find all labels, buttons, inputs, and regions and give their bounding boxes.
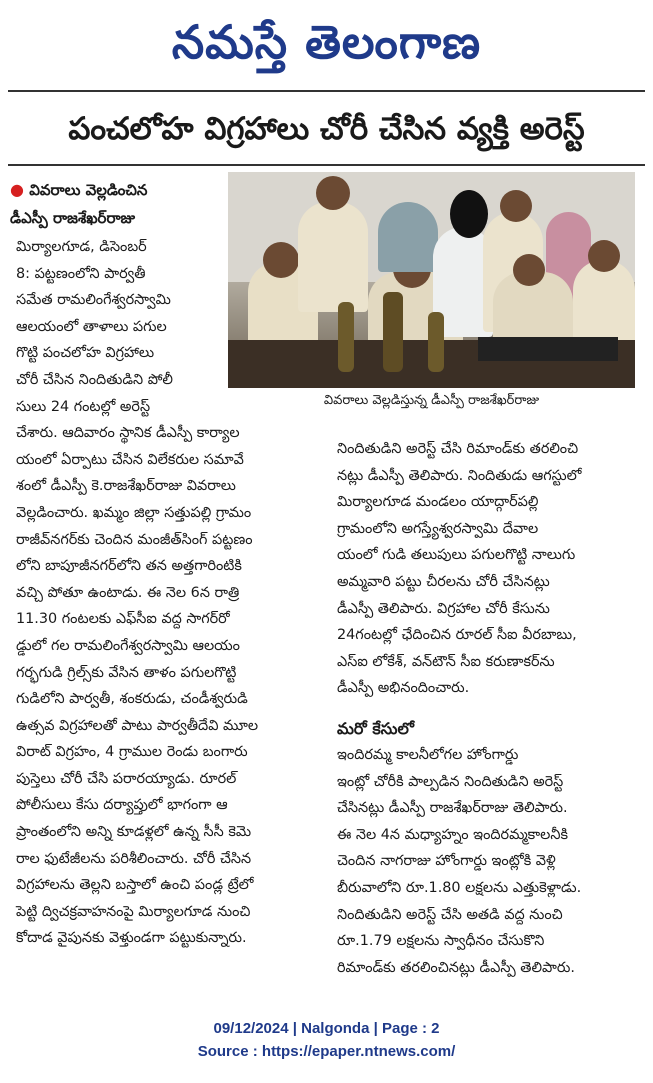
right-column-2: [337, 742, 635, 981]
article-line: ఈ నెల 4న మధ్యాహ్నం ఇందిరమ్మకాలనీకి: [337, 826, 568, 843]
article-line: పెట్టి ద్విచక్రవాహనంపై మిర్యాలగూడ నుంచి: [16, 903, 251, 920]
article-line: వెల్లడించారు. ఖమ్మం జిల్లా సత్తుపల్లి గ్రామం: [16, 504, 252, 521]
article-line: రూ.1.79 లక్షలను స్వాధీనం చేసుకొని: [337, 933, 545, 950]
article-line: పోలీసులు కేసు దర్యాప్తులో భాగంగా ఆ: [16, 797, 228, 814]
article-line: సమేత రామలింగేశ్వరస్వామి: [16, 292, 171, 309]
article-line: డ్డులో గల రామలింగేశ్వరస్వామి ఆలయం: [16, 637, 240, 654]
photo-idol: [428, 312, 444, 372]
article-line: లోని బాపూజీనగర్‌లోని తన అత్తగారింటికి: [16, 558, 242, 575]
article-line: యంలో గుడి తలుపులు పగులగొట్టి నాలుగు: [337, 547, 576, 564]
article-line: చెందిన నాగరాజు హోంగార్డు ఇంట్లోకి వెళ్లి: [337, 853, 556, 870]
article-line: ఎస్‌ఐ లోకేశ్, వన్‌టౌన్ సీఐ కరుణాకర్‌ను: [337, 653, 555, 670]
article-line: యంలో ఏర్పాటు చేసిన విలేకరుల సమావే: [16, 451, 244, 468]
article-line: శంలో డీఎస్పీ కె.రాజశేఖర్‌రాజు వివరాలు: [16, 478, 236, 495]
article-line: ఇందిరమ్మ కాలనీలోగల హోంగార్డు: [337, 747, 519, 763]
article-line: విగ్రహాలను తెల్లని బస్తాలో ఉంచి పండ్ల ట్రేలో: [16, 877, 254, 894]
subheadline-line1: వివరాలు వెల్లడించిన: [29, 181, 148, 199]
article-line: కోదాడ వైపునకు వెళ్తుండగా పట్టుకున్నారు.: [16, 930, 247, 947]
photo-head: [588, 240, 620, 272]
article-line: మిర్యాలగూడ మండలం యాద్గార్‌పల్లి: [337, 494, 539, 511]
left-column: [16, 234, 314, 952]
photo-head: [450, 190, 488, 238]
article-line: పుస్తెలు చోరీ చేసి పరారయ్యాడు. రూరల్: [16, 770, 237, 787]
article-line: గర్భగుడి గ్రిల్స్‌కు వేసిన తాళం పగులగొట్టి: [16, 664, 237, 681]
article-line: చేశారు. ఆదివారం స్థానిక డీఎస్పీ కార్యాల: [16, 425, 240, 442]
article-line: 11.30 గంటలకు ఎఫ్‌సీఐ వద్ద సాగర్‌రో: [16, 611, 230, 628]
article-line: 24గంటల్లో ఛేదించిన రూరల్ సీఐ వీరబాబు,: [337, 627, 577, 644]
top-divider: [8, 90, 645, 92]
section-title: మరో కేసులో: [337, 719, 414, 738]
article-line: రిమాండ్‌కు తరలించినట్లు డీఎస్పీ తెలిపారు.: [337, 959, 575, 976]
article-line: మిర్యాలగూడ, డిసెంబర్: [16, 239, 147, 255]
article-line: చేసినట్లు డీఎస్పీ రాజశేఖర్‌రాజు తెలిపారు.: [337, 800, 568, 817]
photo-head: [316, 176, 350, 210]
headline: పంచలోహ విగ్రహాలు చోరీ చేసిన వ్యక్తి అరెస్ట్: [68, 111, 585, 147]
photo-idol: [383, 292, 403, 372]
article-line: ప్రాంతంలోని అన్ని కూడళ్లలో ఉన్న సీసీ కెమె: [16, 824, 252, 841]
article-line: సులు 24 గంటల్లో అరెస్ట్: [16, 398, 151, 415]
subheadline-line2: డీఎస్పీ రాజశేఖర్‌రాజు: [10, 209, 136, 227]
photo-head: [513, 254, 545, 286]
photo-idol: [338, 302, 354, 372]
footer-source: Source : https://epaper.ntnews.com/: [197, 1043, 456, 1060]
article-line: గొట్టి పంచలోహ విగ్రహాలు: [16, 345, 155, 362]
headline-divider: [8, 164, 645, 166]
article-line: రాల ఫుటేజీలను పరిశీలించారు. చోరీ చేసిన: [16, 850, 252, 867]
footer-dateline: 09/12/2024 | Nalgonda | Page : 2: [213, 1020, 440, 1037]
article-line: ఇంట్లో చోరీకి పాల్పడిన నిందితుడిని అరెస్ట్: [337, 773, 564, 790]
article-line: డీఎస్పీ తెలిపారు. విగ్రహాల చోరీ కేసును: [337, 600, 550, 617]
article-line: వచ్చి పోతూ ఉంటాడు. ఈ నెల 6న రాత్రి: [16, 584, 240, 601]
photo-caption: వివరాలు వెల్లడిస్తున్న డీఎస్పీ రాజశేఖర్‌రాజు: [323, 393, 540, 408]
photo-head: [500, 190, 532, 222]
article-line: నట్లు డీఎస్పీ తెలిపారు. నిందితుడు ఆగస్టులో: [337, 467, 582, 484]
article-line: నిందితుడిని అరెస్ట్ చేసి రిమాండ్‌కు తరలించి: [337, 441, 579, 457]
photo-person: [378, 202, 438, 272]
bullet-icon: ●: [10, 180, 24, 199]
right-column: [337, 436, 635, 702]
article-line: డీఎస్పీ అభినందించారు.: [337, 680, 470, 697]
article-line: ఆలయంలో తాళాలు పగుల: [16, 318, 167, 335]
photo-microphones: [478, 337, 618, 361]
article-line: చోరీ చేసిన నిందితుడిని పోలీ: [16, 371, 173, 388]
article-line: 8: పట్టణంలోని పార్వతీ: [16, 265, 146, 282]
article-line: నిందితుడిని అరెస్ట్ చేసి అతడి వద్ద నుంచి: [337, 906, 563, 923]
article-line: గ్రామంలోని అగస్త్యేశ్వరస్వామి దేవాల: [337, 520, 539, 537]
article-line: గుడిలోని పార్వతీ, శంకరుడు, చండీశ్వరుడి: [16, 691, 248, 708]
article-line: బీరువాలోని రూ.1.80 లక్షలను ఎత్తుకెళ్లాడు.: [337, 879, 582, 896]
article-line: అమ్మవారి పట్టు చీరలను చోరీ చేసినట్లు: [337, 573, 550, 590]
masthead-logo: నమస్తే తెలంగాణ: [171, 15, 482, 69]
article-line: విరాట్ విగ్రహం, 4 గ్రాముల రెండు బంగారు: [16, 744, 248, 761]
subheadline: [10, 176, 225, 232]
article-line: రాజీవ్‌నగర్‌కు చెందిన మంజీత్‌సింగ్ పట్టణం: [16, 531, 253, 548]
article-line: ఉత్సవ విగ్రహాలతో పాటు పార్వతీదేవి మూల: [16, 717, 259, 734]
